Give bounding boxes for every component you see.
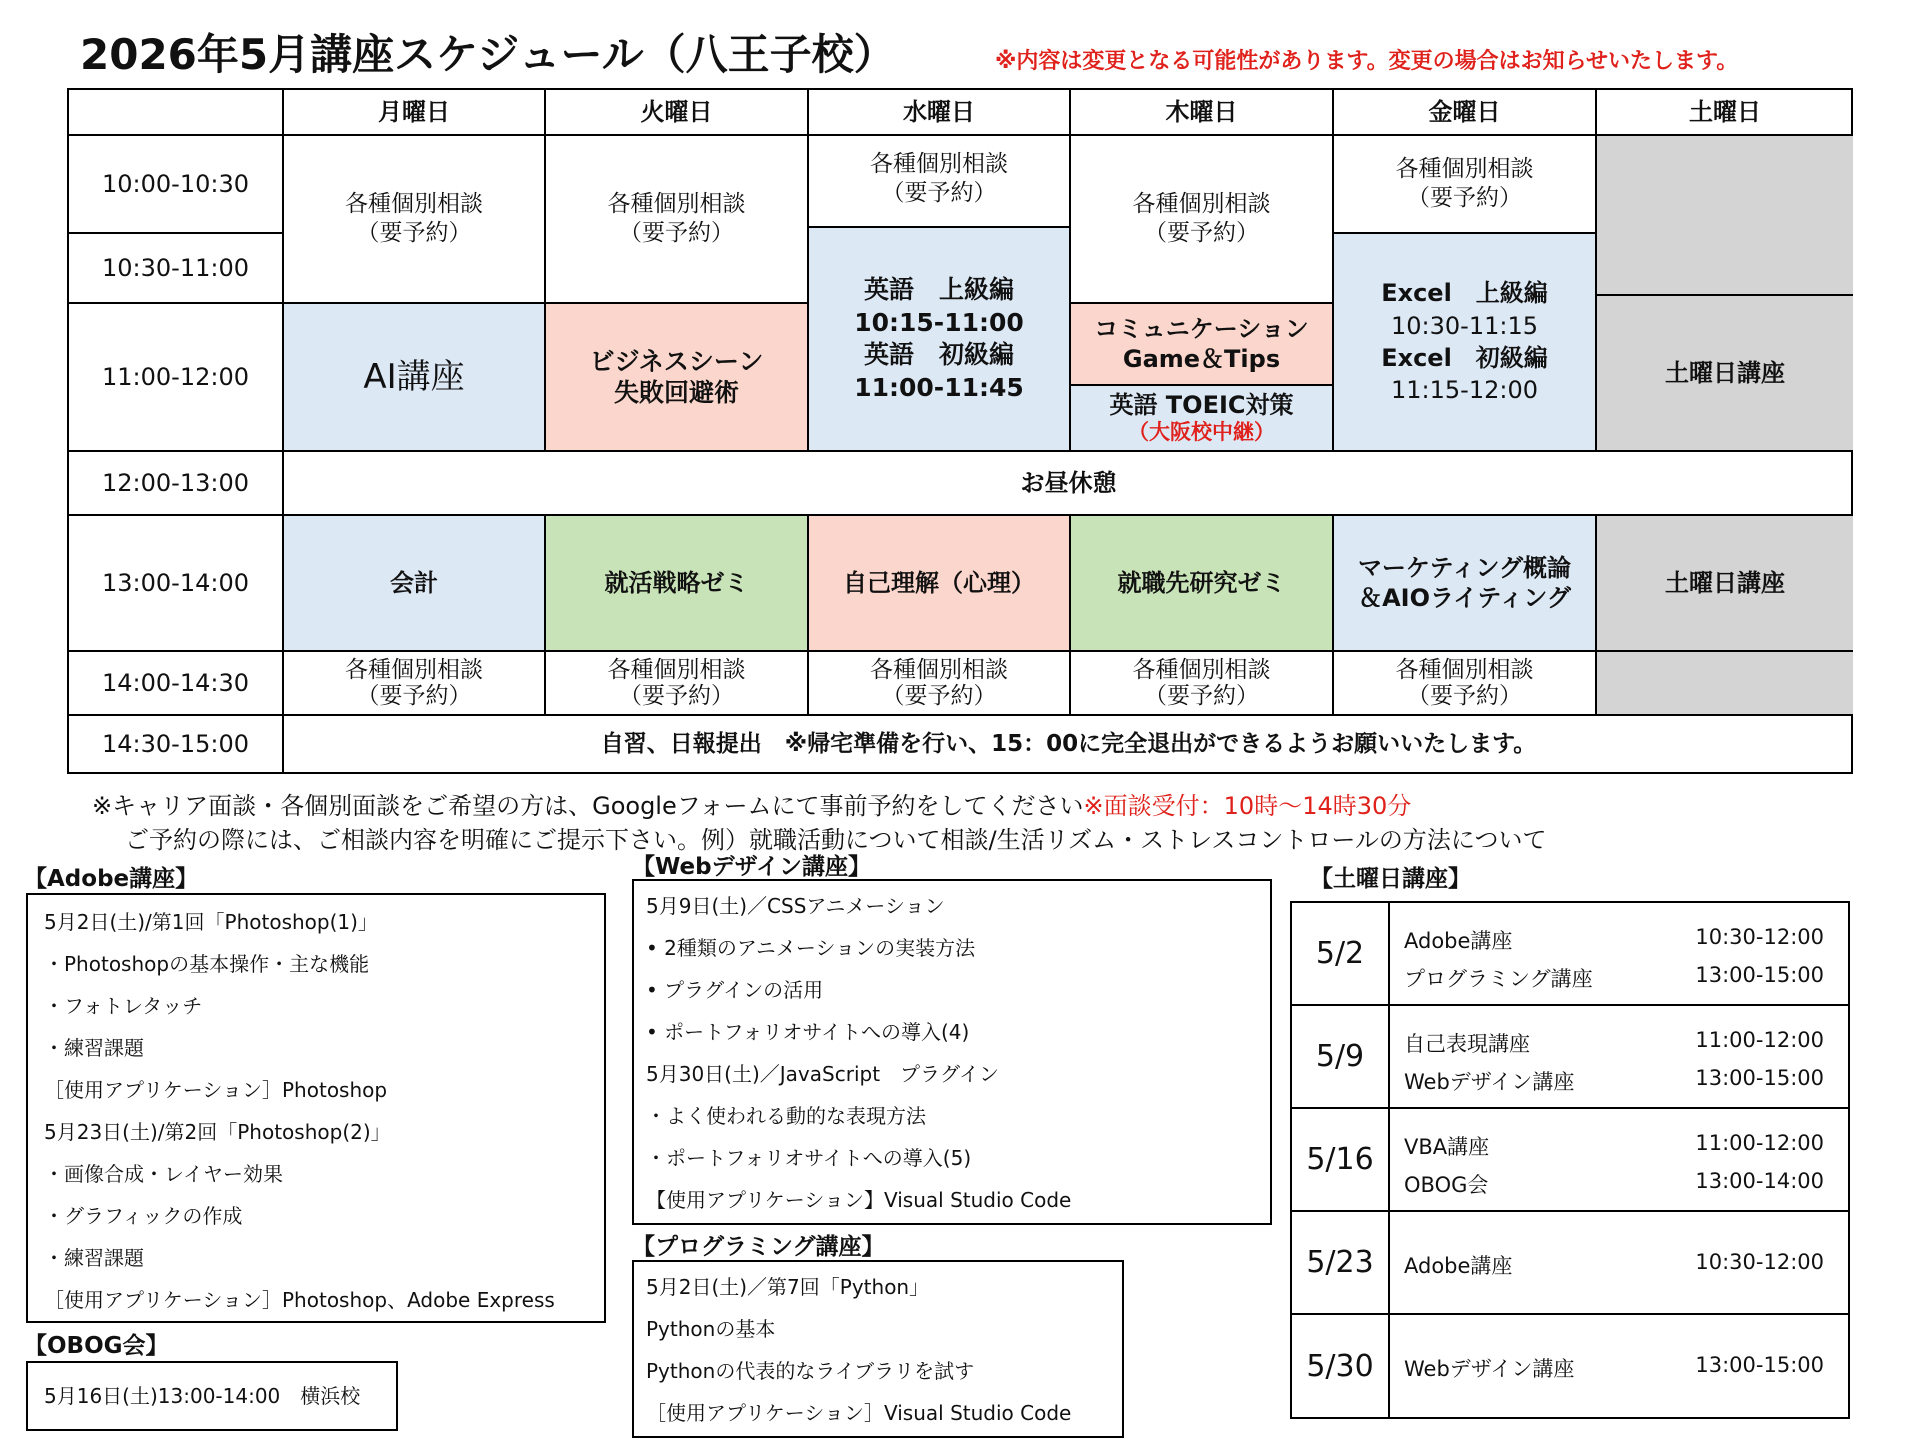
adobe-line: 5月2日(土)/第1回「Photoshop(1)」 [44,910,378,934]
self-understanding-cell: 自己理解（心理） [809,516,1071,652]
saturday-course-time: 11:00-12:00 [1695,1028,1824,1052]
time-slot: 14:30-15:00 [69,716,284,772]
saturday-date: 5/30 [1292,1315,1390,1418]
course-line: 英語 初級編 [863,340,1014,369]
saturday-row [1292,1315,1848,1418]
adobe-line: ・練習課題 [44,1246,144,1270]
consultation-cell [546,652,809,716]
closing-note-cell: 自習、日報提出 ※帰宅準備を行い、15：00に完全退出ができるようお願いいたします。 [600,730,1537,757]
header-corner [69,90,284,136]
adobe-line: ［使用アプリケーション］Photoshop [44,1078,388,1102]
consult-label: 各種個別相談 [1132,191,1271,218]
saturday-course-time: 11:00-12:00 [1695,1131,1824,1155]
reservation-note [92,786,1411,821]
consult-label: 各種個別相談 [607,191,746,218]
web-line: 5月9日(土)／CSSアニメーション [646,894,945,918]
consult-note: （要予約） [881,683,997,709]
course-time: 11:00-11:45 [854,372,1024,402]
toeic-course-cell [1071,386,1334,452]
web-line: 5月30日(土)／JavaScript プラグイン [646,1062,1000,1086]
header-day: 月曜日 [284,90,546,136]
consult-note: （要予約） [1144,683,1259,709]
consultation-cell [546,136,809,304]
header-day: 土曜日 [1597,90,1853,136]
saturday-course-cell: 土曜日講座 [1597,296,1853,452]
saturday-course-name: Adobe講座 [1404,1254,1513,1278]
header-day: 水曜日 [809,90,1071,136]
saturday-date: 5/2 [1292,903,1390,1004]
consult-label: 各種個別相談 [870,151,1008,177]
programming-line: Pythonの代表的なライブラリを試す [646,1359,975,1383]
saturday-blank-cell [1597,136,1853,296]
adobe-line: 5月23日(土)/第2回「Photoshop(2)」 [44,1120,391,1144]
excel-course-cell [1334,234,1597,452]
consult-label: 各種個別相談 [607,656,746,683]
saturday-course-name: プログラミング講座 [1404,967,1593,991]
consult-note: （要予約） [356,220,472,246]
saturday-section-title: 【土曜日講座】 [1310,866,1471,892]
time-slot: 10:00-10:30 [69,136,284,234]
header-day: 火曜日 [546,90,809,136]
saturday-course-name: OBOG会 [1404,1173,1489,1197]
time-slot: 14:00-14:30 [69,652,284,716]
change-notice: ※内容は変更となる可能性があります。変更の場合はお知らせいたします。 [995,49,1739,74]
course-line: コミュニケーション [1094,315,1309,343]
saturday-course-time: 13:00-15:00 [1695,1066,1824,1090]
time-slot: 13:00-14:00 [69,516,284,652]
consult-label: 各種個別相談 [1395,656,1534,683]
course-time: 10:15-11:00 [854,307,1024,337]
course-line: ビジネスシーン [589,346,764,376]
web-line: ・よく使われる動的な表現方法 [646,1104,926,1128]
saturday-course-time: 13:00-14:00 [1695,1169,1824,1193]
consult-note: （要予約） [619,220,734,246]
adobe-line: ・フォトレタッチ [44,994,203,1018]
adobe-line: ［使用アプリケーション］Photoshop、Adobe Express [44,1288,555,1312]
saturday-course-name: Webデザイン講座 [1404,1357,1575,1381]
saturday-course-time: 13:00-15:00 [1695,963,1824,987]
communication-course-cell [1071,304,1334,386]
obog-box [26,1361,398,1431]
saturday-course-name: Webデザイン講座 [1404,1070,1575,1094]
lunch-break-cell: お昼休憩 [284,452,1853,516]
marketing-course-cell [1334,516,1597,652]
saturday-date: 5/23 [1292,1212,1390,1313]
time-slot: 12:00-13:00 [69,452,284,516]
programming-line: Pythonの基本 [646,1317,776,1341]
obog-line: 5月16日(土)13:00-14:00 横浜校 [44,1384,361,1408]
consult-note: （要予約） [1407,185,1522,211]
saturday-row [1292,1212,1848,1315]
consult-label: 各種個別相談 [1395,156,1534,183]
saturday-row [1292,1006,1848,1109]
consult-note: （要予約） [619,683,734,709]
adobe-line: ・グラフィックの作成 [44,1204,243,1228]
adobe-line: ・画像合成・レイヤー効果 [44,1162,283,1186]
saturday-course-name: VBA講座 [1404,1135,1490,1159]
consult-label: 各種個別相談 [345,191,483,218]
course-line: Excel 上級編 [1381,279,1548,308]
programming-section-title: 【プログラミング講座】 [632,1234,885,1260]
consult-note: （要予約） [356,683,472,709]
course-time: 10:30-11:15 [1391,311,1538,340]
consult-note: （要予約） [1144,220,1259,246]
adobe-course-box [26,893,606,1323]
saturday-blank-cell [1597,652,1853,716]
consultation-content-note: ご予約の際には、ご相談内容を明確にご提示下さい。例）就職活動について相談/生活リズム・ストレスコントロールの方法について [125,826,1547,854]
adobe-section-title: 【Adobe講座】 [24,866,199,892]
saturday-course-name: 自己表現講座 [1404,1032,1530,1056]
consult-label: 各種個別相談 [870,656,1008,683]
web-section-title: 【Webデザイン講座】 [632,854,872,880]
programming-line: ［使用アプリケーション］Visual Studio Code [646,1401,1072,1425]
consultation-cell [809,652,1071,716]
saturday-row [1292,903,1848,1006]
accounting-course-cell: 会計 [284,516,546,652]
course-line: 英語 上級編 [863,275,1014,304]
programming-course-box [632,1260,1124,1438]
course-line: Excel 初級編 [1381,344,1548,372]
consultation-hours: ※面談受付：10時～14時30分 [1083,792,1412,820]
time-slot: 10:30-11:00 [69,234,284,304]
course-line: 英語 TOEIC対策 [1109,391,1294,420]
course-line: Game＆Tips [1122,345,1281,373]
consultation-cell [1334,136,1597,234]
saturday-course-time: 10:30-12:00 [1695,925,1824,949]
business-course-cell [546,304,809,452]
saturday-course-cell: 土曜日講座 [1597,516,1853,652]
saturday-course-time: 13:00-15:00 [1695,1353,1824,1377]
time-slot: 11:00-12:00 [69,304,284,452]
saturday-schedule-table [1290,901,1850,1419]
consultation-cell [284,652,546,716]
job-strategy-seminar-cell: 就活戦略ゼミ [546,516,809,652]
relay-note: （大阪校中継） [1128,419,1275,444]
consultation-cell [284,136,546,304]
page-title: 2026年5月講座スケジュール（八王子校） [80,30,896,79]
web-line: ・ポートフォリオサイトへの導入(5) [646,1146,972,1170]
saturday-date: 5/9 [1292,1006,1390,1107]
adobe-line: ・Photoshopの基本操作・主な機能 [44,952,370,976]
consultation-cell [1334,652,1597,716]
consult-label: 各種個別相談 [1132,656,1271,683]
adobe-line: ・練習課題 [44,1036,144,1060]
header-day: 木曜日 [1071,90,1334,136]
saturday-row [1292,1109,1848,1212]
web-line: • ポートフォリオサイトへの導入(4) [646,1020,970,1044]
course-time: 11:15-12:00 [1391,376,1538,405]
consult-note: （要予約） [1407,683,1522,709]
ai-course-cell: AI講座 [284,304,546,452]
web-line: • プラグインの活用 [646,978,824,1002]
consult-note: （要予約） [881,179,997,206]
english-course-cell [809,228,1071,452]
consultation-cell [1071,136,1334,304]
saturday-date: 5/16 [1292,1109,1390,1210]
course-line: ＆AIOライティング [1358,584,1571,612]
saturday-course-time: 10:30-12:00 [1695,1250,1824,1274]
obog-section-title: 【OBOG会】 [24,1333,169,1359]
reservation-note-text: ※キャリア面談・各個別面談をご希望の方は、Googleフォームにて事前予約をしてください [92,792,1084,820]
saturday-course-name: Adobe講座 [1404,929,1513,953]
course-line: マーケティング概論 [1357,554,1572,582]
schedule-table [67,88,1853,774]
programming-line: 5月2日(土)／第7回「Python」 [646,1275,930,1299]
consultation-cell [1071,652,1334,716]
consult-label: 各種個別相談 [345,656,483,683]
web-course-box [632,879,1272,1225]
header-day: 金曜日 [1334,90,1597,136]
web-line: 【使用アプリケーション】Visual Studio Code [646,1188,1072,1212]
web-line: • 2種類のアニメーションの実装方法 [646,936,976,960]
company-research-seminar-cell: 就職先研究ゼミ [1071,516,1334,652]
course-line: 失敗回避術 [613,378,739,407]
consultation-cell [809,136,1071,228]
